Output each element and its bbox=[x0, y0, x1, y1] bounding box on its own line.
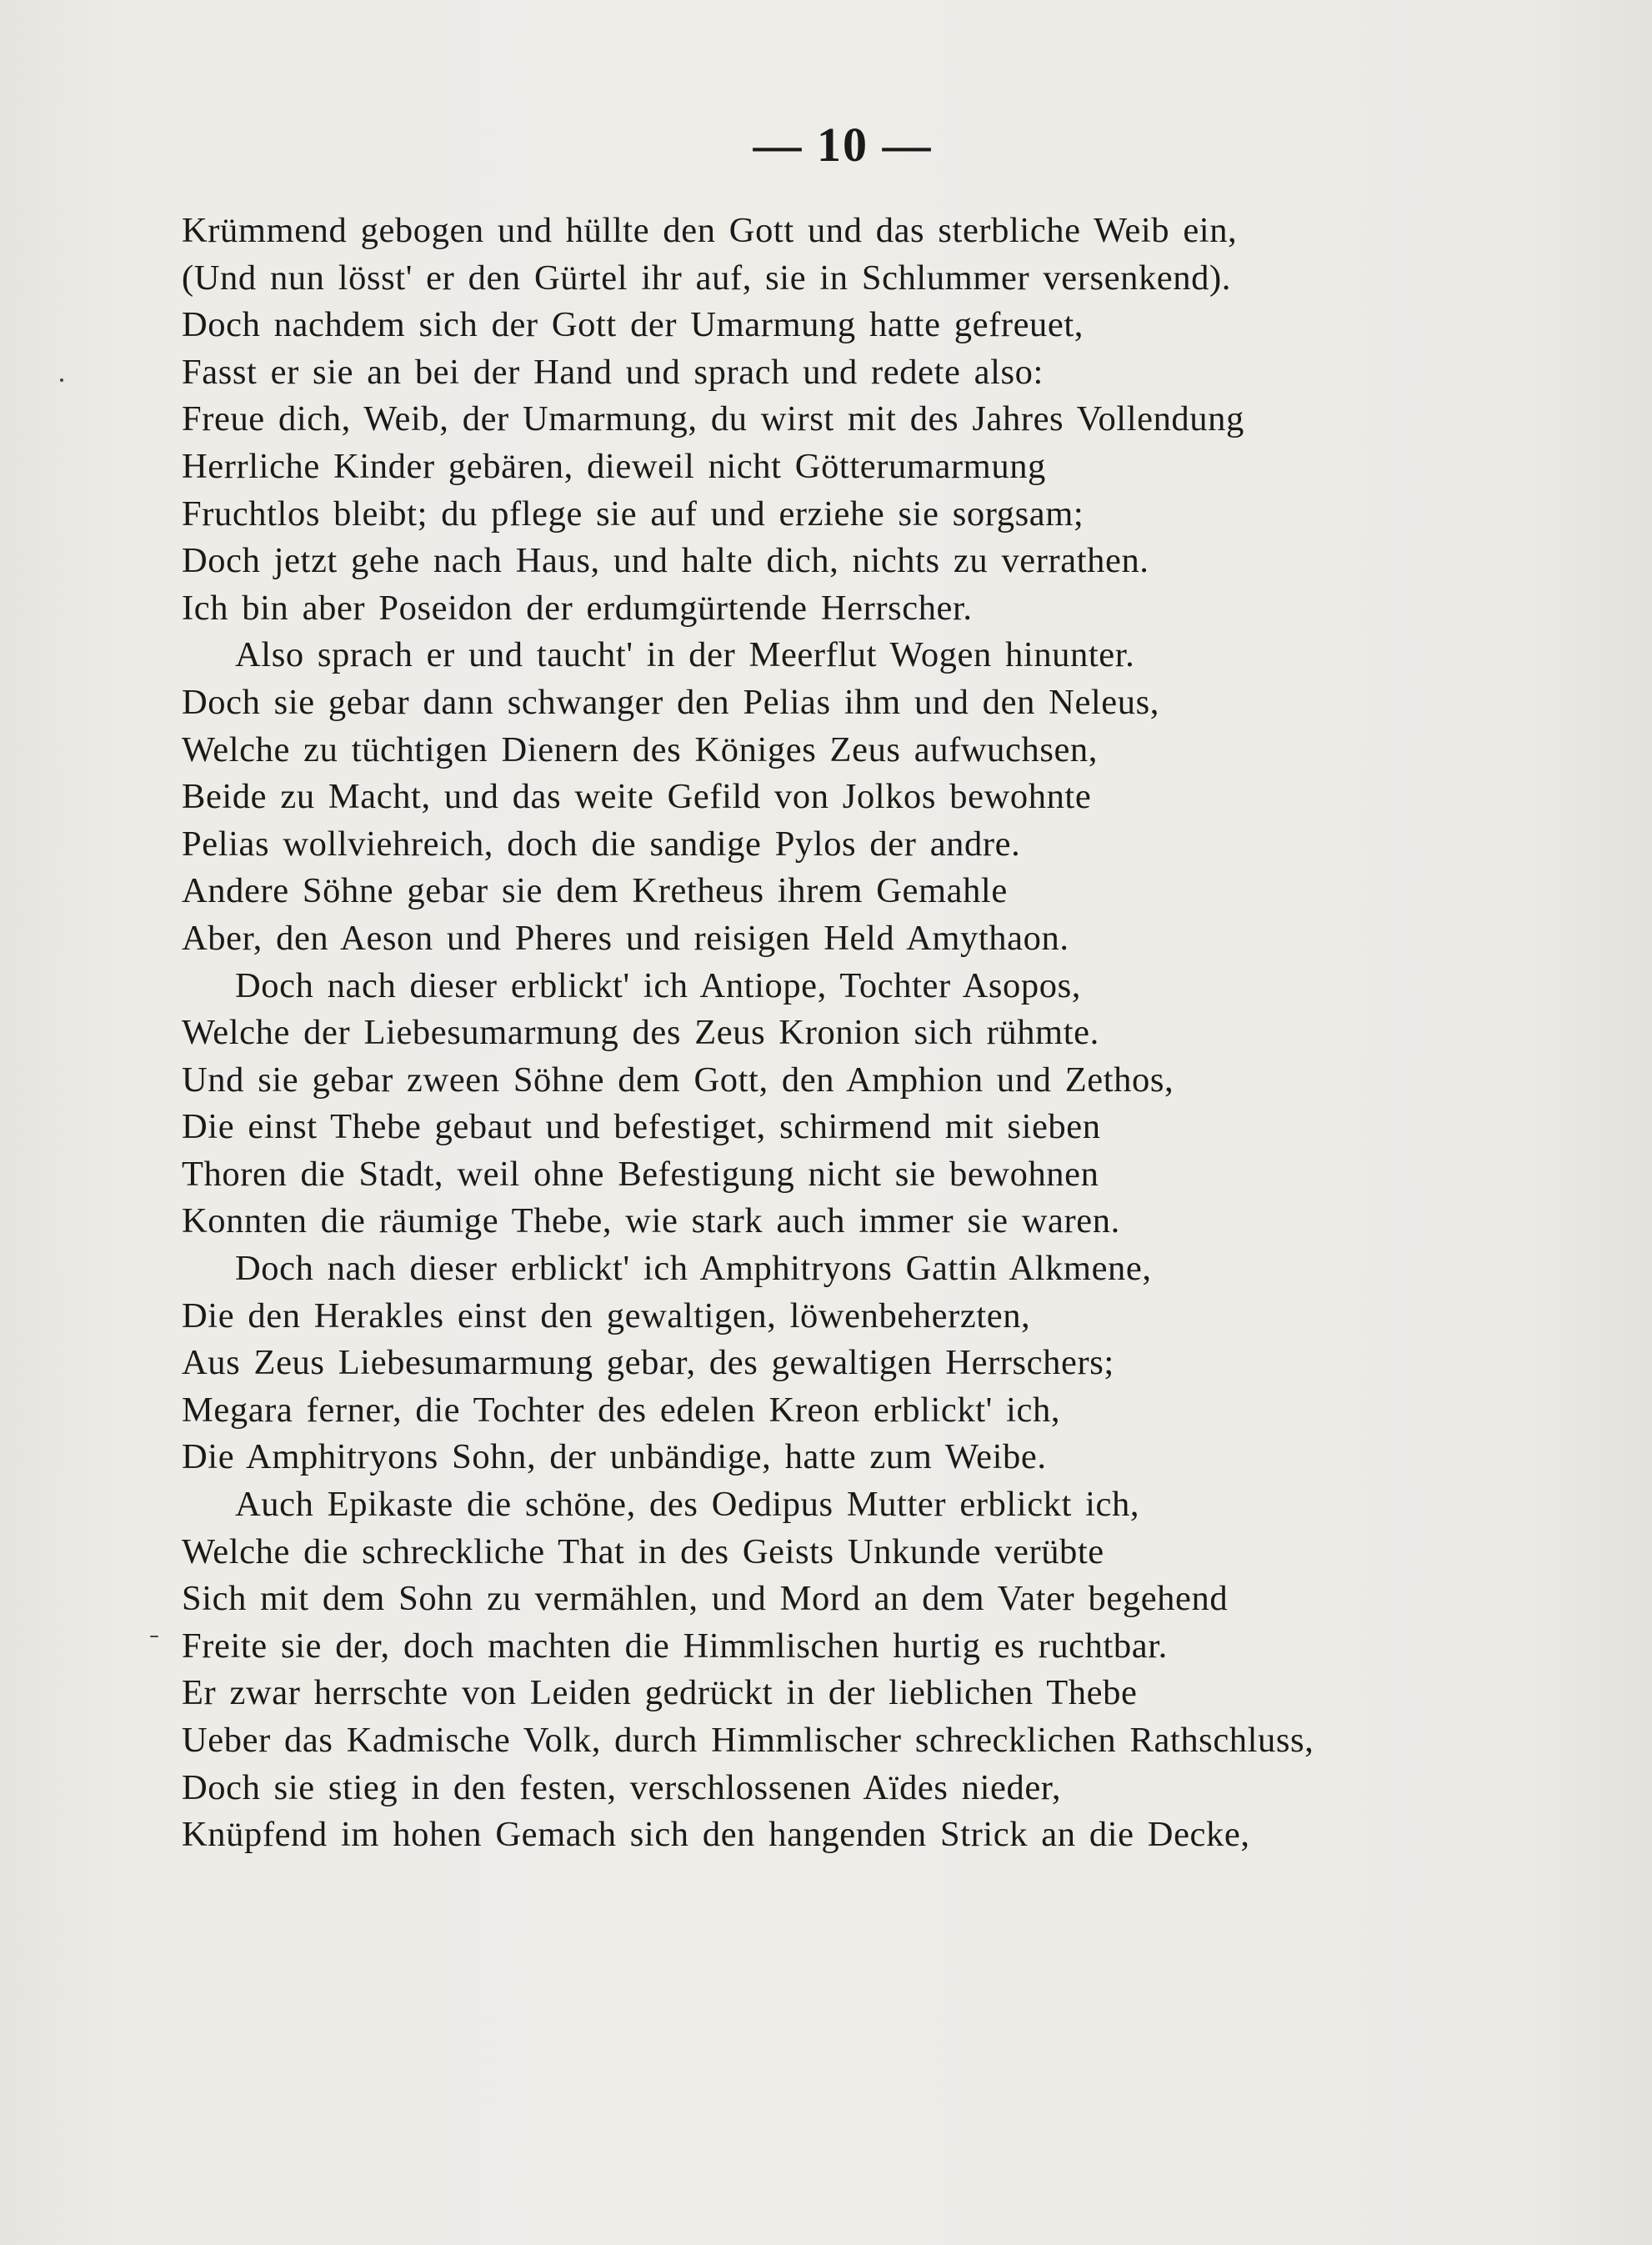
verse-line: Fruchtlos bleibt; du pflege sie auf und erziehe sie sorgsam; bbox=[182, 494, 1084, 534]
verse-line: Welche die schreckliche That in des Geists Unkunde verübte bbox=[182, 1531, 1104, 1571]
verse-line: Herrliche Kinder gebären, dieweil nicht Götterumarmung bbox=[182, 446, 1046, 486]
verse-line: Doch sie gebar dann schwanger den Pelias ihm und den Neleus, bbox=[182, 682, 1159, 722]
verse-line: Krümmend gebogen und hüllte den Gott und das sterbliche Weib ein, bbox=[182, 211, 1238, 250]
verse-line: Freue dich, Weib, der Umarmung, du wirst mit des Jahres Vollendung bbox=[182, 399, 1244, 439]
verse-line: Knüpfend im hohen Gemach sich den hangenden Strick an die Decke, bbox=[182, 1815, 1250, 1855]
verse-line: Welche der Liebesumarmung des Zeus Kronion sich rühmte. bbox=[182, 1013, 1099, 1053]
verse-line: (Und nun lösst' er den Gürtel ihr auf, sie in Schlummer versenkend). bbox=[182, 258, 1231, 298]
verse-line: Konnten die räumige Thebe, wie stark auch immer sie waren. bbox=[182, 1201, 1120, 1241]
verse-line: Doch sie stieg in den festen, verschlossenen Aïdes nieder, bbox=[182, 1767, 1062, 1807]
verse-line: Er zwar herrschte von Leiden gedrückt in der lieblichen Thebe bbox=[182, 1673, 1138, 1713]
verse-line: Also sprach er und taucht' in der Meerflut Wogen hinunter. bbox=[235, 635, 1135, 675]
paper-speck bbox=[150, 1636, 158, 1637]
verse-line: Beide zu Macht, und das weite Gefild von Jolkos bewohnte bbox=[182, 777, 1092, 817]
verse-line: Doch nachdem sich der Gott der Umarmung hatte gefreuet, bbox=[182, 305, 1084, 345]
verse-line: Aber, den Aeson und Pheres und reisigen Held Amythaon. bbox=[182, 918, 1069, 958]
verse-line: Sich mit dem Sohn zu vermählen, und Mord an dem Vater begehend bbox=[182, 1579, 1229, 1619]
verse-line: Doch nach dieser erblickt' ich Antiope, Tochter Asopos, bbox=[235, 965, 1081, 1005]
verse-line: Die Amphitryons Sohn, der unbändige, hatte zum Weibe. bbox=[182, 1437, 1047, 1477]
verse-line: Thoren die Stadt, weil ohne Befestigung nicht sie bewohnen bbox=[182, 1154, 1099, 1194]
verse-line: Ueber das Kadmische Volk, durch Himmlischer schrecklichen Rathschluss, bbox=[182, 1721, 1314, 1760]
verse-line: Doch nach dieser erblickt' ich Amphitryons Gattin Alkmene, bbox=[235, 1249, 1152, 1289]
verse-line: Fasst er sie an bei der Hand und sprach und redete also: bbox=[182, 352, 1044, 392]
verse-line: Welche zu tüchtigen Dienern des Königes Zeus aufwuchsen, bbox=[182, 729, 1098, 769]
verse-line: Freite sie der, doch machten die Himmlischen hurtig es ruchtbar. bbox=[182, 1626, 1168, 1666]
verse-block bbox=[182, 208, 1515, 1859]
verse-line: Ich bin aber Poseidon der erdumgürtende Herrscher. bbox=[182, 588, 973, 628]
verse-line: Die einst Thebe gebaut und befestiget, schirmend mit sieben bbox=[182, 1107, 1101, 1147]
verse-line: Auch Epikaste die schöne, des Oedipus Mutter erblickt ich, bbox=[235, 1485, 1140, 1525]
verse-line: Die den Herakles einst den gewaltigen, löwenbeherzten, bbox=[182, 1295, 1031, 1335]
verse-line: Aus Zeus Liebesumarmung gebar, des gewaltigen Herrschers; bbox=[182, 1343, 1114, 1383]
verse-line: Andere Söhne gebar sie dem Kretheus ihrem Gemahle bbox=[182, 871, 1008, 911]
page-number: — 10 — bbox=[753, 118, 933, 172]
verse-line: Und sie gebar zween Söhne dem Gott, den Amphion und Zethos, bbox=[182, 1060, 1174, 1100]
verse-line: Pelias wollviehreich, doch die sandige Pylos der andre. bbox=[182, 824, 1021, 864]
paper-speck bbox=[60, 378, 63, 382]
verse-line: Megara ferner, die Tochter des edelen Kreon erblickt' ich, bbox=[182, 1390, 1061, 1430]
verse-line: Doch jetzt gehe nach Haus, und halte dich, nichts zu verrathen. bbox=[182, 541, 1149, 581]
